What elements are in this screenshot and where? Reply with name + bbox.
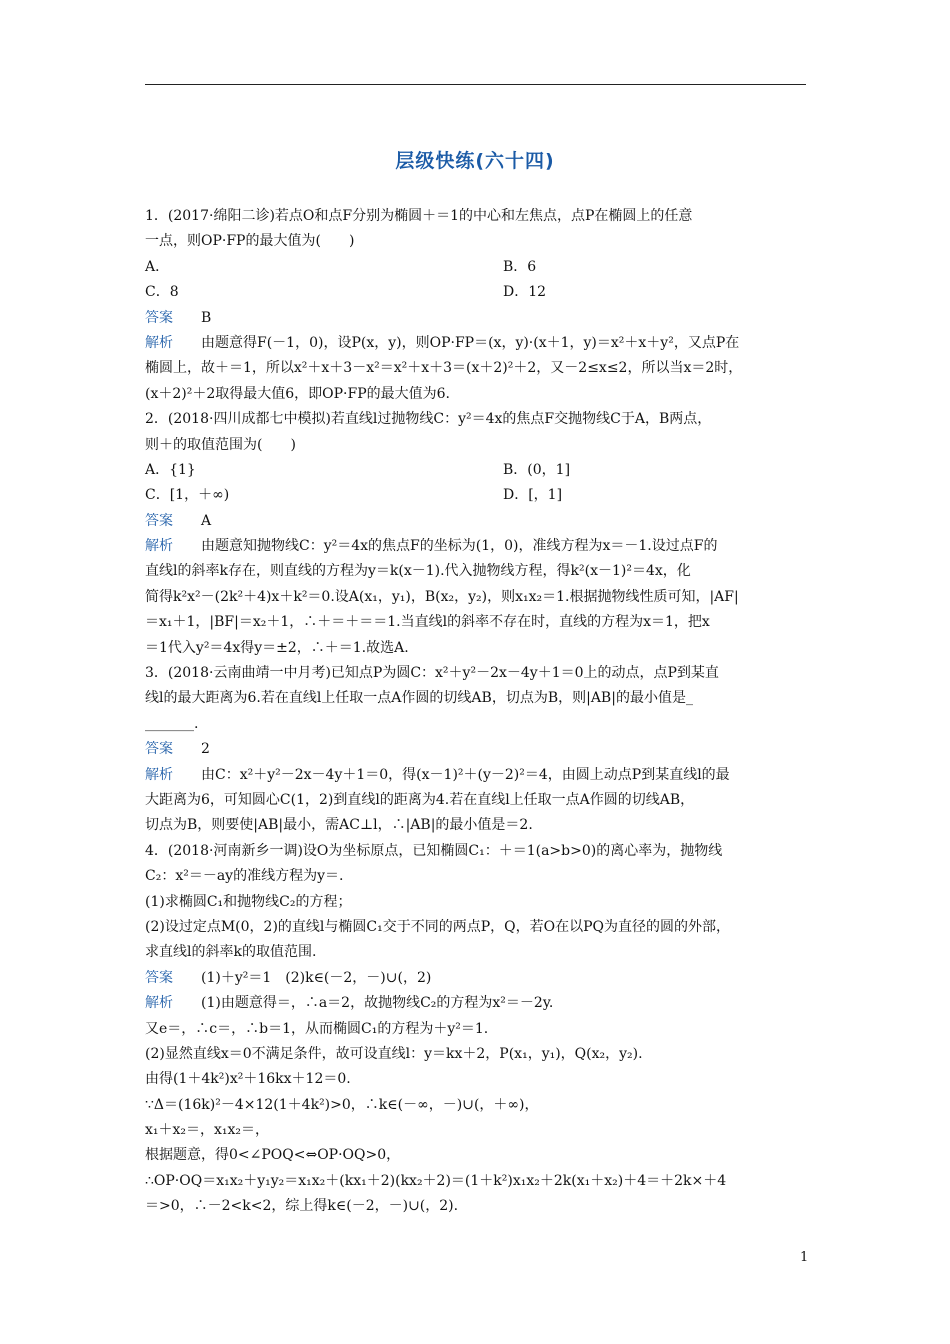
q2-answer-value: A <box>201 512 212 529</box>
q1-options-row <box>145 255 810 280</box>
q2-option-c: C．[1，＋∞) <box>145 487 230 504</box>
q3-stem-line: 线l的最大距离为6.若在直线l上任取一点A作圆的切线AB，切点为B，则|AB|的最小值是_ <box>145 690 693 707</box>
q4-stem-line: C₂：x²＝－ay的准线方程为y＝. <box>145 868 344 885</box>
q3-analysis <box>145 763 810 788</box>
q4-part-1: (1)求椭圆C₁和抛物线C₂的方程； <box>145 893 352 910</box>
q4-part-2: (2)设过定点M(0，2)的直线l与椭圆C₁交于不同的两点P，Q，若O在以PQ为直径的圆的外部， <box>145 918 730 935</box>
q2-option-b: B．(0，1] <box>503 461 571 478</box>
q3-answer <box>145 737 810 762</box>
q4-analysis <box>145 991 810 1016</box>
q4-answer-value: (1)＋y²＝1 (2)k∈(－2，－)∪(，2) <box>201 969 432 986</box>
analysis-label: 解析 <box>145 995 173 1012</box>
answer-label: 答案 <box>145 741 173 758</box>
document-body <box>145 204 810 1220</box>
header-rule <box>145 84 806 85</box>
analysis-label: 解析 <box>145 538 173 555</box>
q1-stem-line: 一点，则OP·FP的最大值为( ) <box>145 233 355 250</box>
q4-analysis-line: 又e＝，∴c＝，∴b＝1，从而椭圆C₁的方程为＋y²＝1. <box>145 1020 489 1037</box>
q1-stem-line: 1．(2017·绵阳二诊)若点O和点F分别为椭圆＋＝1的中心和左焦点，点P在椭圆上的任意 <box>145 208 693 224</box>
q1-option-c: C．8 <box>145 284 179 301</box>
q1-option-b: B．6 <box>503 258 537 275</box>
q1-options-row <box>145 280 810 305</box>
q2-analysis-line: ＝x₁＋1，|BF|＝x₂＋1，∴＋＝＋＝＝1.当直线l的斜率不存在时，直线的方程为x＝1，把x <box>145 614 710 631</box>
q2-options-row <box>145 483 810 508</box>
q4-answer <box>145 966 810 991</box>
q4-part-2-cont: 求直线l的斜率k的取值范围. <box>145 944 317 961</box>
answer-label: 答案 <box>145 309 173 326</box>
q4-stem-line: 4．(2018·河南新乡一调)设O为坐标原点，已知椭圆C₁：＋＝1(a>b>0)的离心率为，抛物线 <box>145 842 723 859</box>
q2-analysis-line: ＝1代入y²＝4x得y＝±2，∴＋＝1.故选A. <box>145 639 409 656</box>
q3-stem-line: _______. <box>145 715 199 732</box>
q4-analysis-line: (2)显然直线x＝0不满足条件，故可设直线l：y＝kx＋2，P(x₁，y₁)，Q(x₂，y₂). <box>145 1045 643 1062</box>
q1-option-d: D．12 <box>503 284 547 301</box>
q3-stem-line: 3．(2018·云南曲靖一中月考)已知点P为圆C：x²＋y²－2x－4y＋1＝0上的动点，点P到某直 <box>145 665 719 682</box>
analysis-label: 解析 <box>145 334 173 351</box>
q2-analysis-text: 由题意知抛物线C：y²＝4x的焦点F的坐标为(1，0)，准线方程为x＝－1.设过点F的 <box>201 538 718 555</box>
q1-answer-value: B <box>201 309 212 326</box>
q2-analysis-line: 简得k²x²－(2k²＋4)x＋k²＝0.设A(x₁，y₁)，B(x₂，y₂)，则x₁x₂＝1.根据抛物线性质可知，|AF| <box>145 588 739 605</box>
analysis-label: 解析 <box>145 766 173 783</box>
q1-analysis-line: 椭圆上，故＋＝1，所以x²＋x＋3－x²＝x²＋x＋3＝(x＋2)²＋2，又－2≤x≤2，所以当x＝2时， <box>145 360 743 377</box>
q2-options-row <box>145 458 810 483</box>
q4-analysis-line: ＝>0，∴－2<k<2，综上得k∈(－2，－)∪(，2). <box>145 1198 459 1215</box>
q1-analysis-line: (x＋2)²＋2取得最大值6，即OP·FP的最大值为6. <box>145 385 450 402</box>
q3-analysis-line: 大距离为6，可知圆心C(1，2)到直线l的距离为4.若在直线l上任取一点A作圆的切线AB， <box>145 791 695 808</box>
q4-analysis-line: 由得(1＋4k²)x²＋16kx＋12＝0. <box>145 1071 351 1088</box>
q1-analysis-text: 由题意得F(－1，0)，设P(x，y)，则OP·FP＝(x，y)·(x＋1，y)＝x²＋x＋y²，又点P在 <box>201 334 740 351</box>
q1-answer <box>145 306 810 331</box>
q3-answer-value: 2 <box>201 741 210 758</box>
q4-analysis-line: ∵Δ＝(16k)²－4×12(1＋4k²)>0，∴k∈(－∞，－)∪(，＋∞)， <box>145 1096 539 1113</box>
q2-option-d: D．[，1] <box>503 487 563 504</box>
q4-analysis-line: ∴OP·OQ＝x₁x₂＋y₁y₂＝x₁x₂＋(kx₁＋2)(kx₂＋2)＝(1＋k²)x₁x₂＋2k(x₁＋x₂)＋4＝＋2k×＋4 <box>145 1172 727 1189</box>
q2-answer <box>145 509 810 534</box>
answer-label: 答案 <box>145 512 173 529</box>
q2-option-a: A．{1} <box>145 461 196 478</box>
q4-analysis-text: (1)由题意得＝，∴a＝2，故抛物线C₂的方程为x²＝－2y. <box>201 995 554 1012</box>
answer-label: 答案 <box>145 969 173 986</box>
page-title: 层级快练(六十四) <box>395 150 555 172</box>
q2-stem-line: 2．(2018·四川成都七中模拟)若直线l过抛物线C：y²＝4x的焦点F交抛物线C于A，B两点， <box>145 411 712 428</box>
q1-analysis <box>145 331 810 356</box>
q3-analysis-text: 由C：x²＋y²－2x－4y＋1＝0，得(x－1)²＋(y－2)²＝4，由圆上动点P到某直线l的最 <box>201 766 730 783</box>
q3-analysis-line: 切点为B，则要使|AB|最小，需AC⊥l，∴|AB|的最小值是＝2. <box>145 817 533 834</box>
q1-option-a: A． <box>145 258 170 275</box>
q4-analysis-line: x₁＋x₂＝，x₁x₂＝， <box>145 1122 270 1139</box>
q4-analysis-line: 根据题意，得0<∠POQ<⇔OP·OQ>0， <box>145 1147 401 1164</box>
page-number: 1 <box>800 1250 809 1265</box>
q2-analysis <box>145 534 810 559</box>
q2-stem-line: 则＋的取值范围为( ) <box>145 436 296 453</box>
q2-analysis-line: 直线l的斜率k存在，则直线的方程为y＝k(x－1).代入抛物线方程，得k²(x－1)²＝4x，化 <box>145 563 691 580</box>
